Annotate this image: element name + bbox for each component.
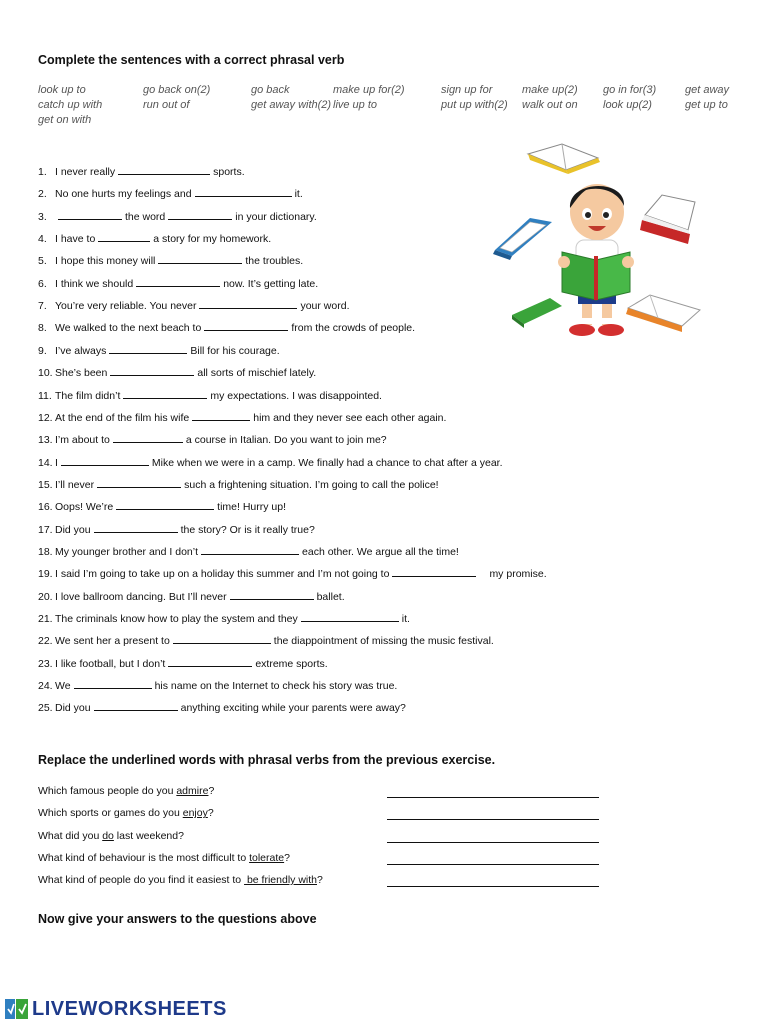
word-bank-item: go back on(2) [143,84,211,96]
word-bank-item: sign up for [441,84,493,96]
sentence-text-after: a story for my homework. [153,233,272,246]
answer-blank[interactable] [392,567,476,577]
sentence-text-after: such a frightening situation. I’m going to call the police! [184,478,439,491]
answer-blank[interactable] [98,232,150,242]
sentence-text-before: I’m about to [55,434,110,447]
sentence-number: 5. [38,255,47,268]
sentence-text-after: ballet. [316,590,345,603]
sentence-14 [38,456,503,469]
sentence-number: 4. [38,233,47,246]
word-bank-item: put up with(2) [441,99,508,111]
sentence-text-before: We sent her a present to [55,635,170,648]
sentence-text-before: I’ve always [55,344,107,357]
word-bank-item: catch up with [38,99,103,111]
answer-line[interactable] [387,885,599,887]
sentence-text-after: your word. [300,300,350,313]
sentence-text-after: extreme sports. [255,657,328,670]
answer-blank[interactable] [94,701,178,711]
liveworksheets-logo-text: LIVEWORKSHEETS [32,997,227,1020]
question-5 [38,874,323,886]
sentence-text-before: I like football, but I don’t [55,657,166,670]
sentence-text-before: I think we should [55,277,134,290]
sentence-text-before: I never really [55,166,116,178]
sentence-3 [38,210,317,223]
sentence-22 [38,634,494,647]
answer-blank[interactable] [199,299,297,309]
sentence-text-after: now. It’s getting late. [223,277,319,290]
sentence-number: 24. [38,680,53,693]
open-book-icon [640,195,695,244]
question-text-end: ? [317,874,323,887]
sentence-text-before: I [55,456,58,469]
answer-blank[interactable] [192,411,250,421]
underlined-word: enjoy [182,807,208,820]
sentence-text-before: She’s been [55,367,108,380]
liveworksheets-logo-icon [4,997,30,1021]
sentence-text-before: Oops! We’re [55,501,114,514]
answer-blank[interactable] [204,321,288,331]
sentence-text-after: Mike when we were in a camp. We finally had a chance to chat after a year. [151,456,503,469]
answer-blank[interactable] [201,545,299,555]
sentence-number: 25. [38,702,53,715]
sentence-text-before: Did you [55,702,91,715]
answer-line[interactable] [387,841,599,843]
question-text: Which sports or games do you [38,807,183,820]
word-bank-item: look up(2) [603,99,652,111]
sentence-number: 12. [38,411,53,424]
sentence-number: 14. [38,456,53,469]
sentence-text-before: At the end of the film his wife [55,411,190,424]
sentence-text-after: my expectations. I was disappointed. [210,389,382,402]
sentence-text-before: The film didn’t [55,389,121,402]
sentence-12 [38,411,446,424]
sentence-number: 22. [38,635,53,648]
answer-blank[interactable] [230,590,314,600]
sentence-number: 10. [38,367,53,380]
sentence-11 [38,389,382,402]
answer-blank[interactable] [61,456,149,466]
sentence-number: 23. [38,657,53,670]
answer-blank[interactable] [110,366,194,376]
sentence-1 [38,165,245,178]
underlined-word: be friendly with [244,874,317,887]
question-text: What kind of behaviour is the most difficult to [38,851,250,864]
sentence-8 [38,321,415,334]
open-book-icon [528,144,600,174]
word-bank-item: make up(2) [522,84,578,96]
sentence-15 [38,478,439,491]
sentence-number: 3. [38,210,47,223]
liveworksheets-logo [4,996,227,1022]
answer-line[interactable] [387,818,599,820]
sentence-6 [38,277,318,290]
sentence-text-before: I have to [55,233,96,246]
exercise1-title: Complete the sentences with a correct phrasal verb [38,53,345,67]
sentence-21 [38,612,410,625]
sentence-text-after: anything exciting while your parents were away? [180,702,406,715]
answer-line[interactable] [387,796,599,798]
sentence-text-before: We walked to the next beach to [55,322,202,335]
answer-blank[interactable] [301,612,399,622]
question-1 [38,785,214,797]
sentence-text-after: in your dictionary. [235,210,317,223]
sentence-text-after: it. [294,188,303,201]
sentence-number: 9. [38,344,47,357]
sentence-number: 1. [38,166,47,178]
answer-line[interactable] [387,863,599,865]
exercise2-title: Replace the underlined words with phrasal verbs from the previous exercise. [38,753,496,767]
sentence-23 [38,657,328,670]
sentence-number: 7. [38,300,47,313]
word-bank-item: get away with(2) [251,99,332,111]
answer-blank[interactable] [168,210,232,220]
sentence-18 [38,545,459,558]
answer-blank[interactable] [97,478,181,488]
answer-blank[interactable] [109,344,187,354]
answer-blank[interactable] [94,523,178,533]
answer-blank[interactable] [118,165,210,175]
sentence-text-after: the diappointment of missing the music festival. [273,635,494,648]
sentence-17 [38,523,315,536]
closed-book-icon [512,298,562,328]
sentence-20 [38,590,345,603]
question-text-end: ? [284,851,290,864]
answer-blank[interactable] [168,657,252,667]
sentence-text-before: We [55,680,71,693]
answer-blank[interactable] [113,433,183,443]
sentence-7 [38,299,350,312]
word-bank-item: make up for(2) [333,84,405,96]
question-text: What did you [38,829,103,842]
sentence-text-after: him and they never see each other again. [253,411,447,424]
sentence-text-before: The criminals know how to play the system and they [55,613,298,625]
sentence-text-before: I’ll never [55,478,95,491]
sentence-number: 16. [38,501,53,514]
sentence-text-after: the troubles. [245,255,304,268]
sentence-16 [38,500,286,513]
answer-blank[interactable] [158,254,242,264]
open-book-icon [493,218,552,260]
answer-blank[interactable] [123,389,207,399]
sentence-4 [38,232,271,245]
sentence-19 [38,567,547,580]
underlined-word: do [102,829,114,842]
sentence-text-before: Did you [55,523,91,536]
sentence-10 [38,366,316,379]
question-4 [38,852,290,864]
sentence-text-after: sports. [213,166,245,178]
answer-blank[interactable] [116,500,214,510]
answer-blank[interactable] [58,210,122,220]
word-bank-item: look up to [38,84,86,96]
sentence-text-before: I love ballroom dancing. But I’ll never [55,590,227,603]
sentence-text-after: time! Hurry up! [217,501,287,514]
question-text-end: ? [207,807,214,820]
sentence-text-after: each other. We argue all the time! [302,545,459,558]
sentence-2 [38,187,303,200]
sentence-text-after: it. [401,613,410,625]
sentence-5 [38,254,303,267]
word-bank-item: walk out on [522,99,578,111]
sentence-text-before: No one hurts my feelings and [55,188,192,201]
sentence-text-before: I hope this money will [55,255,156,268]
sentence-9 [38,344,280,357]
sentence-text-before: I said I’m going to take up on a holiday this summer and I’m not going to [55,568,390,581]
boy-reading-books-illustration [490,140,720,345]
question-text: Which famous people do you [38,785,177,797]
sentence-number: 17. [38,523,53,536]
sentence-24 [38,679,397,692]
word-bank-item: get on with [38,114,92,126]
sentence-text-middle: the word [125,210,166,223]
sentence-text-after: Bill for his courage. [190,344,280,357]
sentence-text-after: his name on the Internet to check his story was true. [154,680,398,693]
sentence-number: 13. [38,434,53,447]
answer-blank[interactable] [195,187,292,197]
answer-blank[interactable] [173,634,271,644]
sentence-text-after: all sorts of mischief lately. [197,367,317,380]
question-2 [38,807,214,819]
sentence-text-after: the story? Or is it really true? [180,523,315,536]
underlined-word: admire [176,785,209,797]
sentence-text-after: my promise. [489,568,547,581]
sentence-number: 6. [38,277,47,290]
word-bank-item: live up to [333,99,378,111]
word-bank-item: get up to [685,99,728,111]
sentence-number: 11. [38,389,52,402]
sentence-number: 15. [38,478,53,491]
sentence-text-after: a course in Italian. Do you want to join me? [185,434,387,447]
answer-blank[interactable] [136,277,220,287]
sentence-number: 8. [38,322,47,335]
sentence-text-before: My younger brother and I don’t [55,545,199,558]
word-bank-item: go back [251,84,290,96]
word-bank-item: run out of [143,99,190,111]
sentence-25 [38,701,406,714]
open-book-icon [626,295,700,332]
word-bank-item: go in for(3) [603,84,657,96]
sentence-number: 20. [38,590,53,603]
sentence-13 [38,433,387,446]
answer-blank[interactable] [74,679,152,689]
question-text-end: ? [208,785,215,797]
question-text: What kind of people do you find it easiest to [38,874,245,887]
sentence-number: 19. [38,568,53,581]
underlined-word: tolerate [249,851,285,864]
sentence-text-before: You’re very reliable. You never [55,300,197,313]
word-bank-item: get away [685,84,730,96]
sentence-text-after: from the crowds of people. [291,322,416,335]
sentence-number: 18. [38,545,53,558]
question-3 [38,830,184,842]
sentence-number: 2. [38,188,47,201]
sentence-number: 21. [38,613,53,625]
question-text-end: last weekend? [113,829,184,842]
exercise3-title: Now give your answers to the questions above [38,912,317,926]
